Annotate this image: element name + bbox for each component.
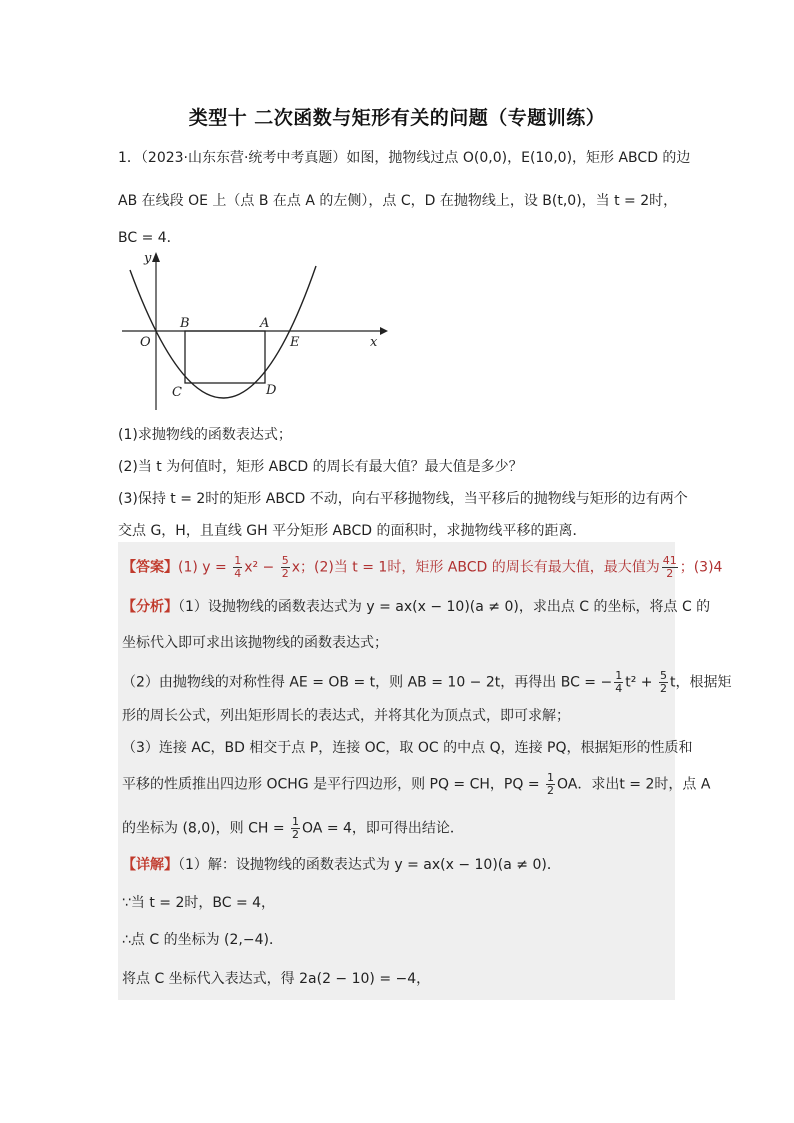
answer-tag: 【答案】	[122, 559, 178, 576]
analysis-line-1: 【分析】（1）设抛物线的函数表达式为 y = ax(x − 10)(a ≠ 0)，求出点 C 的坐标，将点 C 的	[122, 599, 711, 615]
fraction: $\frac{1}{2}$	[292, 815, 300, 841]
detail-tag: 【详解】	[122, 857, 178, 873]
label-y: y	[144, 251, 152, 266]
label-x: x	[370, 335, 378, 350]
label-e: E	[290, 335, 300, 350]
question-2: (2)当 t 为何值时，矩形 ABCD 的周长有最大值？最大值是多少？	[118, 459, 523, 475]
detail-line-4: 将点 C 坐标代入表达式，得 2a(2 − 10) = −4，	[122, 971, 431, 987]
rectangle-abcd	[185, 331, 265, 383]
problem-line-3: BC = 4．	[118, 230, 181, 246]
fraction: $\frac{5}{2}$	[281, 554, 289, 580]
parabola-curve	[130, 266, 316, 398]
fraction: $\frac{5}{2}$	[659, 669, 667, 695]
label-d: D	[266, 383, 277, 398]
question-1: (1)求抛物线的函数表达式；	[118, 427, 292, 443]
fraction: $\frac{1}{4}$	[234, 554, 242, 580]
parabola-figure	[118, 250, 388, 415]
label-o: O	[140, 335, 151, 350]
fraction: $\frac{1}{2}$	[547, 771, 555, 797]
analysis-line-7: 的坐标为 (8,0)，则 CH = $\frac{1}{2}$ OA = 4，即可得出结论．	[122, 815, 464, 841]
analysis-line-3: （2）由抛物线的对称性得 AE = OB = t，则 AB = 10 − 2t，再得出 BC = − $\frac{1}{4}$ t² + $\frac{5}{2}$ t，根据矩	[122, 669, 732, 695]
page-title: 类型十 二次函数与矩形有关的问题（专题训练）	[188, 107, 606, 129]
label-b: B	[180, 316, 190, 331]
fraction: $\frac{1}{4}$	[615, 669, 623, 695]
x-axis-arrow	[380, 327, 388, 335]
analysis-line-4: 形的周长公式，列出矩形周长的表达式，并将其化为顶点式，即可求解；	[122, 708, 570, 724]
problem-line-1: 1．（2023·山东东营·统考中考真题）如图，抛物线过点 O(0,0)，E(10,0)，矩形 ABCD 的边	[118, 150, 691, 166]
problem-line-2: AB 在线段 OE 上（点 B 在点 A 的左侧），点 C，D 在抛物线上，设 B(t,0)，当 t = 2时，	[118, 193, 678, 209]
detail-line-2: ∵当 t = 2时，BC = 4，	[122, 895, 276, 911]
question-3-line-1: (3)保持 t = 2时的矩形 ABCD 不动，向右平移抛物线，当平移后的抛物线与矩形的边有两个	[118, 491, 688, 507]
detail-line-1: 【详解】（1）解：设抛物线的函数表达式为 y = ax(x − 10)(a ≠ 0)．	[122, 857, 561, 873]
analysis-tag: 【分析】	[122, 599, 178, 615]
question-3-line-2: 交点 G，H，且直线 GH 平分矩形 ABCD 的面积时，求抛物线平移的距离．	[118, 523, 587, 539]
answer-line: 【答案】(1) y = $\frac{1}{4}$ x² − $\frac{5}{2}$ x；(2)当 t = 1时，矩形 ABCD 的周长有最大值，最大值为 $\frac{41}{2}$ ；(3)4	[122, 554, 723, 580]
analysis-line-6: 平移的性质推出四边形 OCHG 是平行四边形，则 PQ = CH，PQ = $\frac{1}{2}$ OA．求出t = 2时，点 A	[122, 771, 711, 797]
y-axis-arrow	[152, 252, 160, 262]
fraction: $\frac{41}{2}$	[662, 554, 677, 580]
detail-line-3: ∴点 C 的坐标为 (2,−4)．	[122, 932, 283, 948]
label-c: C	[172, 385, 182, 400]
label-a: A	[260, 316, 270, 331]
analysis-line-5: （3）连接 AC，BD 相交于点 P，连接 OC，取 OC 的中点 Q，连接 PQ，根据矩形的性质和	[122, 740, 693, 756]
analysis-line-2: 坐标代入即可求出该抛物线的函数表达式；	[122, 635, 388, 651]
